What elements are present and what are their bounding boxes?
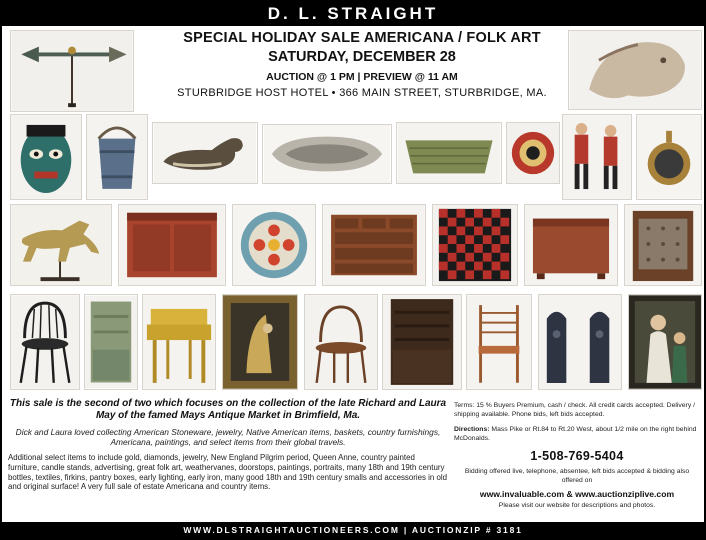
- photo-duck-decoy: [152, 122, 258, 184]
- directions-text: Mass Pike or Rt.84 to Rt.20 West, about 1/2 mile on the right behind McDonalds.: [454, 426, 697, 442]
- photo-arrow-weathervane: [10, 30, 134, 112]
- photo-carved-horse-head: [568, 30, 702, 110]
- collection-text: Dick and Laura loved collecting American Stoneware, jewelry, Native American items, baskets, country furnishings, Americana, paintings, and select items from their global travels.: [15, 427, 441, 447]
- sale-title: SPECIAL HOLIDAY SALE AMERICANA / FOLK ART: [183, 30, 541, 46]
- photo-horse-weathervane: [10, 204, 112, 286]
- photo-silver-tray: [262, 124, 392, 184]
- photo-painted-firkin: [86, 114, 148, 200]
- visit-website-text: Please visit our website for descriptions and photos.: [498, 501, 656, 509]
- photo-painted-plate: [232, 204, 316, 286]
- photo-pie-safe: [624, 204, 702, 286]
- photo-pocket-watch: [636, 114, 702, 200]
- bidding-text: Bidding offered live, telephone, absentee, left bids accepted & bidding also offered on: [464, 468, 690, 484]
- photo-armchair: [304, 294, 378, 390]
- additional-items-text: Additional select items to include gold, diamonds, jewelry, New England Pilgrim period, Queen Anne, country painted furniture, candle stands, advertising, great folk art, weathervanes, doorstops, paintings, portraits, many 18th and 19th century bottles, textiles, firkins, pantry boxes, early lighting, early iron, many good 18th and 19th century smalls and accessories in old and original surface! A very full sale of estate Americana and country items.: [8, 453, 448, 492]
- brand-banner: [2, 2, 704, 26]
- photo-child-portrait: [628, 294, 702, 390]
- photo-yellow-desk: [142, 294, 216, 390]
- photo-checkerboard: [432, 204, 518, 286]
- directions: [454, 426, 700, 443]
- brand-name: D. L. STRAIGHT: [267, 4, 439, 23]
- intro-text: This sale is the second of two which focuses on the collection of the late Richard and Laura May of the famed Mays Antique Market in Brimfield, Ma.: [9, 398, 447, 421]
- photo-green-basket: [396, 122, 502, 184]
- photo-chest-of-drawers: [322, 204, 426, 286]
- photo-dark-hutch: [382, 294, 462, 390]
- photo-harp-painting: [222, 294, 298, 390]
- terms-text: Terms: 15 % Buyers Premium, cash / check. All credit cards accepted. Delivery / shipping available. Phone bids, left bids accepted.: [454, 402, 695, 418]
- footer-website-link[interactable]: WWW.DLSTRAIGHTAUCTIONEERS.COM | AUCTIONZIP # 3181: [183, 525, 523, 535]
- directions-label: Directions:: [454, 426, 490, 434]
- sale-venue: STURBRIDGE HOST HOTEL • 366 MAIN STREET, STURBRIDGE, MA.: [177, 87, 547, 99]
- auction-info: [454, 402, 700, 509]
- photo-red-cupboard: [118, 204, 226, 286]
- footer-banner: [2, 522, 704, 538]
- sale-date: SATURDAY, DECEMBER 28: [268, 49, 456, 65]
- photo-tlingit-mask: [10, 114, 82, 200]
- photo-candle-boxes: [538, 294, 622, 390]
- photo-toy-soldiers: [562, 114, 632, 200]
- photo-windsor-chair: [10, 294, 80, 390]
- phone-number[interactable]: 1-508-769-5404: [530, 449, 624, 464]
- photo-target-game-board: [506, 122, 560, 184]
- bidding-websites-link[interactable]: www.invaluable.com & www.auctionziplive.com: [479, 488, 675, 499]
- sale-description: [8, 398, 448, 492]
- sale-header: [132, 30, 592, 99]
- photo-ladderback-chair: [466, 294, 532, 390]
- photo-red-blanket-chest: [524, 204, 618, 286]
- sale-times: AUCTION @ 1 PM | PREVIEW @ 11 AM: [266, 71, 458, 83]
- photo-green-step-back-cupboard: [84, 294, 138, 390]
